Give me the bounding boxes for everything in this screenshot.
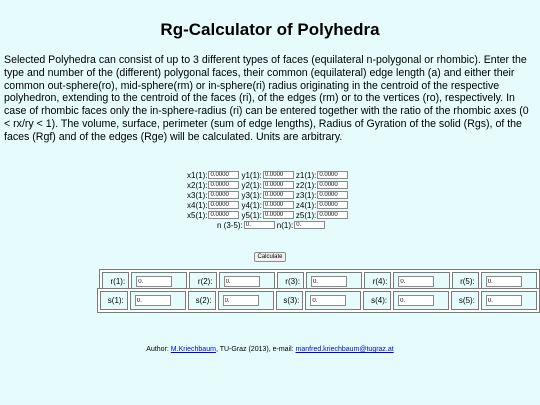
y-label: y1(1): <box>241 170 262 180</box>
x-label: x5(1): <box>187 210 208 220</box>
email-link[interactable]: manfred.kriechbaum@tugraz.at <box>295 346 394 353</box>
y-label: y2(1): <box>241 180 262 190</box>
n1-label: n(1): <box>276 220 294 230</box>
s5-label: s(5): <box>451 291 479 310</box>
s4-label: s(4): <box>363 291 391 310</box>
s4-cell <box>393 291 449 310</box>
page-title: Rg-Calculator of Polyhedra <box>160 20 380 39</box>
z-input[interactable] <box>317 181 348 189</box>
coord-row-3 <box>187 190 350 200</box>
z-label: z2(1): <box>295 180 317 190</box>
n1-input[interactable] <box>294 221 325 229</box>
author-link[interactable]: M.Kriechbaum <box>170 346 216 353</box>
footer <box>0 346 540 353</box>
description-text: Selected Polyhedra can consist of up to 3 different types of faces (equilateral n-polygonal or rhombic). Enter the type and number of the (different) polygonal faces, their common (equilateral) edge length (a) and either their common out-sphere(ro), mid-sphere(rm) or in-sphere(ri) radius originating in the centroid of the respective polyhedron, extending to the centroid of the faces (ri), of the edges (rm) or to the vertices (ro), respectively. In case of rhombic faces only the in-sphere-radius (ri) can be entered together with the ratio of the rhombic axes (0 < rx/ry < 1). The volume, surface, perimeter (sum of edge lengths), Radius of Gyration of the solid (Rgs), of the faces (Rgf) and of the edges (Rge) will be calculated. Units are arbitrary. <box>4 54 529 143</box>
coord-row-5 <box>187 210 350 220</box>
z-label: z3(1): <box>295 190 317 200</box>
x-input[interactable] <box>208 211 239 219</box>
z-label: z4(1): <box>295 200 317 210</box>
z-label: z1(1): <box>295 170 317 180</box>
r4-label: r(4): <box>364 272 391 291</box>
r3-input[interactable] <box>311 276 347 287</box>
y-input[interactable] <box>263 181 294 189</box>
y-input[interactable] <box>263 171 294 179</box>
s5-cell <box>481 291 537 310</box>
r3-label: r(3): <box>277 272 304 291</box>
r1-label: r(1): <box>102 272 129 291</box>
n-input[interactable] <box>244 221 275 229</box>
x-input[interactable] <box>208 171 239 179</box>
s3-cell <box>305 291 361 310</box>
y-input[interactable] <box>263 201 294 209</box>
r2-label: r(2): <box>189 272 216 291</box>
s1-input[interactable] <box>135 295 171 306</box>
r5-label: r(5): <box>452 272 479 291</box>
calculate-button[interactable]: Calculate <box>254 252 286 262</box>
z-input[interactable] <box>317 171 348 179</box>
footer-prefix: Author: <box>146 346 171 353</box>
s3-input[interactable] <box>310 295 346 306</box>
z-label: z5(1): <box>295 210 317 220</box>
s2-input[interactable] <box>223 295 259 306</box>
n-row <box>217 220 350 230</box>
x-label: x2(1): <box>187 180 208 190</box>
footer-middle: , TU-Graz (2013), e-mail: <box>215 346 296 353</box>
x-input[interactable] <box>208 191 239 199</box>
y-label: y3(1): <box>241 190 262 200</box>
y-input[interactable] <box>263 191 294 199</box>
s2-cell <box>218 291 274 310</box>
z-input[interactable] <box>317 201 348 209</box>
x-label: x1(1): <box>187 170 208 180</box>
x-input[interactable] <box>208 201 239 209</box>
x-label: x3(1): <box>187 190 208 200</box>
s5-input[interactable] <box>486 295 522 306</box>
coord-row-2 <box>187 180 350 190</box>
y-label: y4(1): <box>241 200 262 210</box>
x-label: x4(1): <box>187 200 208 210</box>
s2-label: s(2): <box>188 291 216 310</box>
y-label: y5(1): <box>241 210 262 220</box>
y-input[interactable] <box>263 211 294 219</box>
s-row <box>100 291 537 310</box>
z-input[interactable] <box>317 211 348 219</box>
s4-input[interactable] <box>398 295 434 306</box>
x-input[interactable] <box>208 181 239 189</box>
coord-row-1 <box>187 170 350 180</box>
r4-input[interactable] <box>398 276 434 287</box>
s1-label: s(1): <box>100 291 128 310</box>
s1-cell <box>130 291 186 310</box>
coordinate-form <box>187 170 350 230</box>
r1-input[interactable] <box>136 276 172 287</box>
n-label: n (3-5): <box>217 220 243 230</box>
s-table <box>97 288 540 313</box>
r5-input[interactable] <box>486 276 522 287</box>
z-input[interactable] <box>317 191 348 199</box>
r2-input[interactable] <box>224 276 260 287</box>
coord-row-4 <box>187 200 350 210</box>
s3-label: s(3): <box>276 291 304 310</box>
